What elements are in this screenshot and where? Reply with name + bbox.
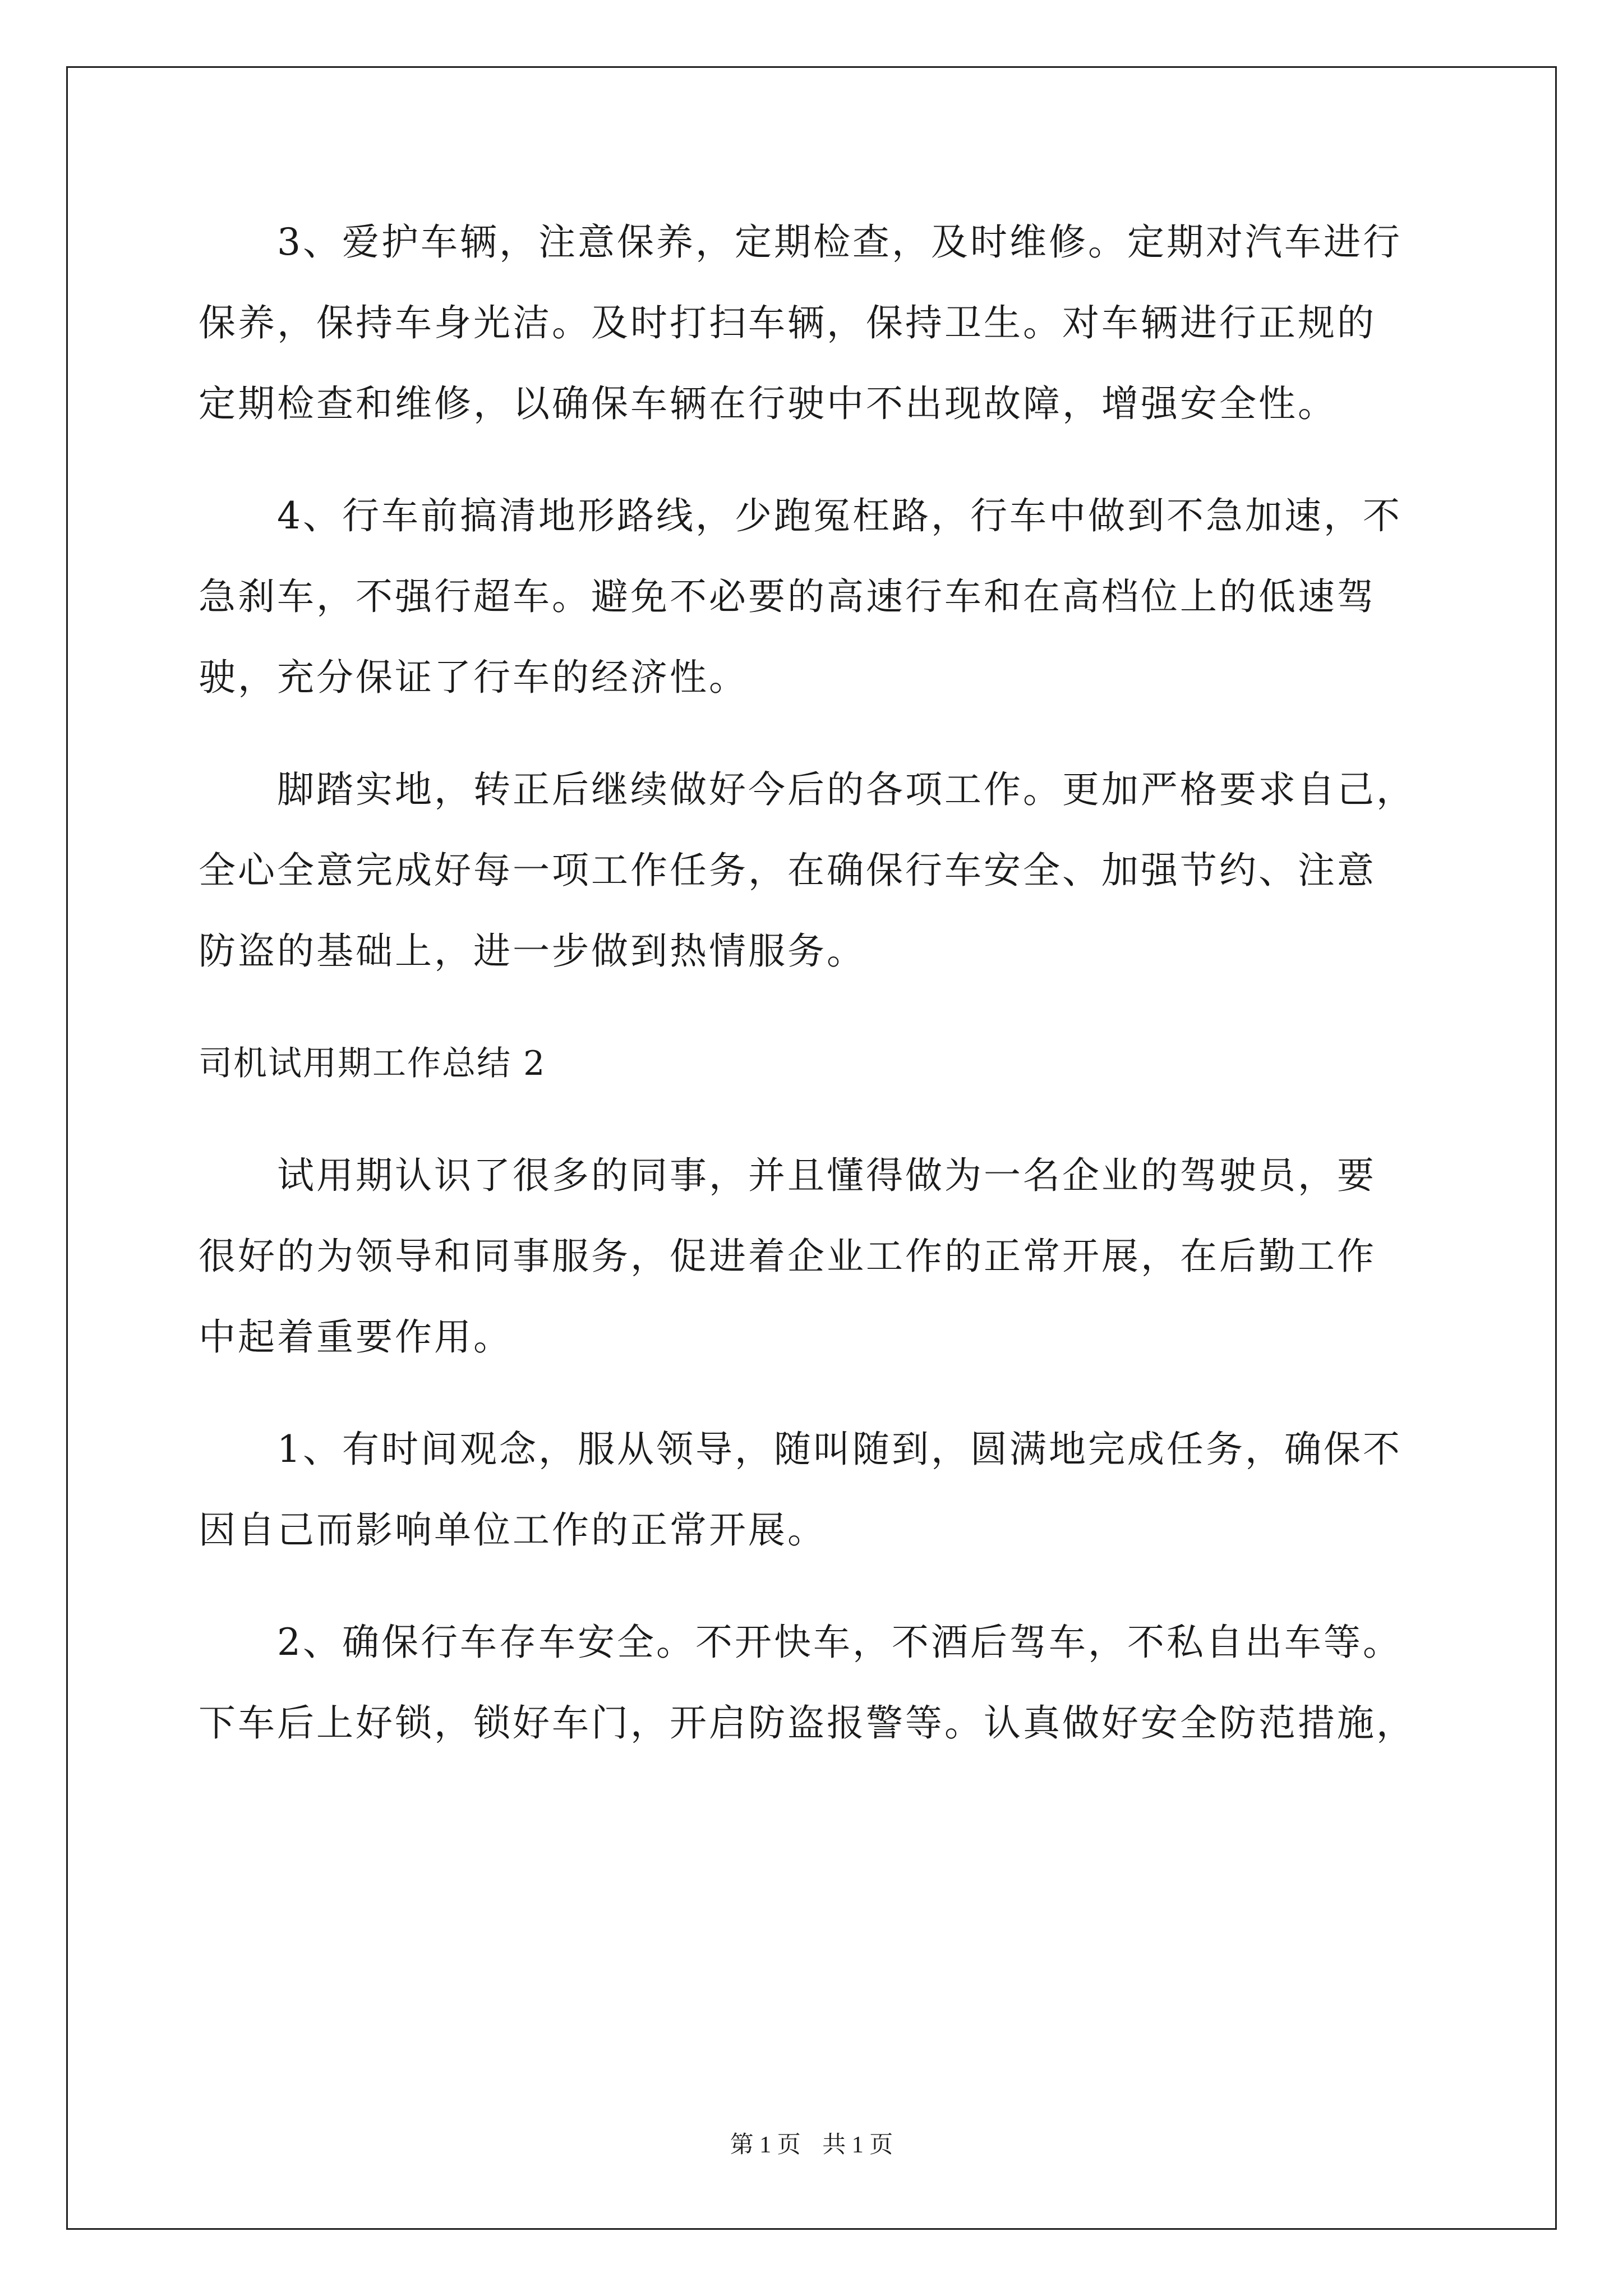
page-footer [0, 2126, 1623, 2160]
text-line: 中起着重要作用。 [199, 1315, 513, 1359]
text-line: 1、有时间观念，服从领导，随叫随到，圆满地完成任务，确保不 [277, 1428, 1402, 1471]
text-line: 急刹车，不强行超车。避免不必要的高速行车和在高档位上的低速驾 [199, 575, 1376, 618]
text-line: 防盗的基础上，进一步做到热情服务。 [199, 930, 866, 973]
text-line: 保养，保持车身光洁。及时打扫车辆，保持卫生。对车辆进行正规的 [199, 301, 1376, 344]
document-body [199, 202, 1432, 1764]
text-line: 试用期认识了很多的同事，并且懂得做为一名企业的驾驶员，要 [277, 1154, 1376, 1197]
page-number-current: 第 1 页 [730, 2132, 801, 2158]
text-line: 驶，充分保证了行车的经济性。 [199, 656, 748, 699]
text-line: 脚踏实地，转正后继续做好今后的各项工作。更加严格要求自己， [277, 768, 1415, 811]
text-line: 因自己而影响单位工作的正常开展。 [199, 1508, 827, 1552]
paragraph [199, 749, 1432, 992]
paragraph [199, 476, 1432, 718]
section-heading-block [199, 1023, 1432, 1104]
paragraph [199, 202, 1432, 444]
page-number-total: 共 1 页 [822, 2132, 893, 2158]
text-line: 4、行车前搞清地形路线，少跑冤枉路，行车中做到不急加速，不 [277, 494, 1402, 537]
text-line: 很好的为领导和同事服务，促进着企业工作的正常开展，在后勤工作 [199, 1235, 1376, 1278]
paragraph [199, 1409, 1432, 1571]
text-line: 定期检查和维修，以确保车辆在行驶中不出现故障，增强安全性。 [199, 382, 1337, 425]
section-heading: 司机试用期工作总结 2 [199, 1044, 546, 1083]
text-line: 3、爱护车辆，注意保养，定期检查，及时维修。定期对汽车进行 [277, 220, 1402, 264]
paragraph [199, 1602, 1432, 1764]
paragraph [199, 1135, 1432, 1378]
text-line: 2、确保行车存车安全。不开快车，不酒后驾车，不私自出车等。 [277, 1621, 1402, 1664]
text-line: 全心全意完成好每一项工作任务，在确保行车安全、加强节约、注意 [199, 849, 1376, 892]
text-line: 下车后上好锁，锁好车门，开启防盗报警等。认真做好安全防范措施， [199, 1701, 1415, 1745]
